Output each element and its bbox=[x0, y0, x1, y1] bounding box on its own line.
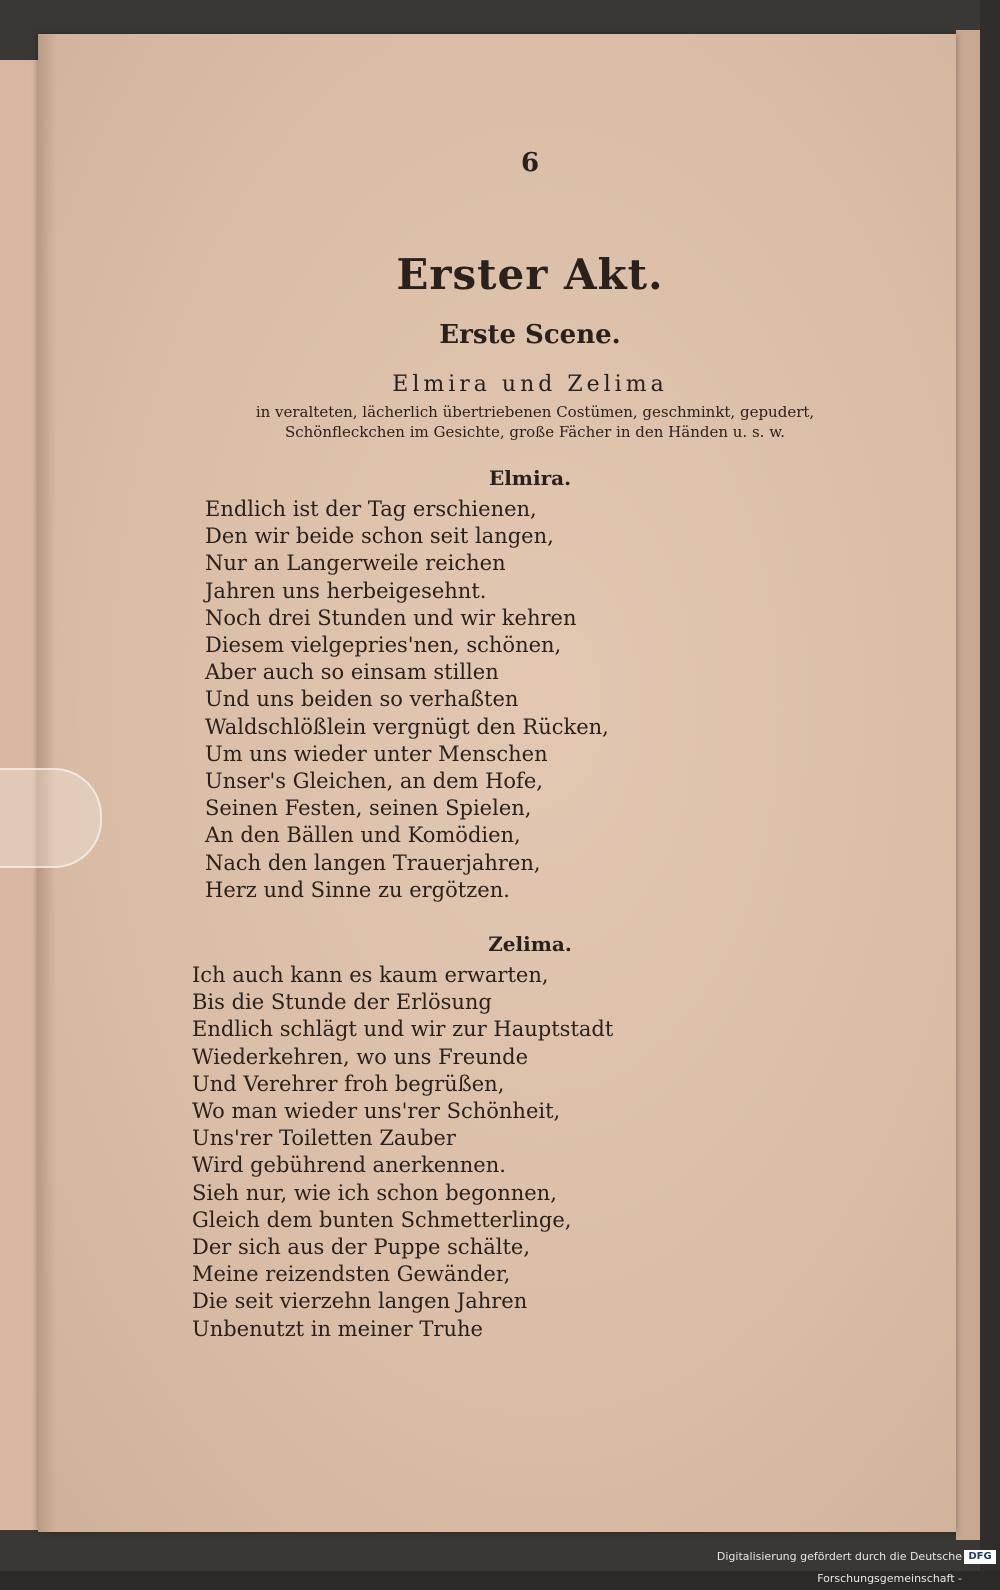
verse-line: Noch drei Stunden und wir kehren bbox=[205, 605, 577, 630]
verse-line: Endlich ist der Tag erschienen, bbox=[205, 497, 537, 521]
act-title: Erster Akt. bbox=[396, 250, 664, 299]
dfg-logo: DFG bbox=[964, 1550, 996, 1564]
page-number: 6 bbox=[520, 148, 540, 178]
verse-line: Nach den langen Trauerjahren, bbox=[205, 850, 541, 875]
verse-line: Wird gebührend anerkennen. bbox=[192, 1153, 506, 1178]
verse-line: Unbenutzt in meiner Truhe bbox=[192, 1316, 483, 1341]
verse-line: Gleich dem bunten Schmetterlinge, bbox=[192, 1207, 572, 1232]
stage-direction: in veralteten, lächerlich übertriebenen Costümen, geschminkt, gepudert, Schönfleckchen im Gesichte, große Fächer in den Händen u. s. w. bbox=[255, 403, 815, 441]
verse-line: Unser's Gleichen, an dem Hofe, bbox=[205, 769, 543, 794]
verse-line: Endlich schlägt und wir zur Hauptstadt bbox=[192, 1017, 614, 1042]
verse-line: Aber auch so einsam stillen bbox=[205, 660, 499, 685]
verse-line: Nur an Langerweile reichen bbox=[205, 551, 506, 576]
verse-line: Meine reizendsten Gewänder, bbox=[192, 1262, 511, 1287]
scene-title: Erste Scene. bbox=[439, 320, 621, 350]
speaker-name: Elmira. bbox=[488, 466, 572, 490]
verse-line: An den Bällen und Komödien, bbox=[205, 823, 521, 848]
verse-line: Sieh nur, wie ich schon begonnen, bbox=[192, 1180, 557, 1205]
speech-verse bbox=[192, 962, 613, 1343]
verse-line: Den wir beide schon seit langen, bbox=[205, 524, 554, 549]
verse-line: Bis die Stunde der Erlösung bbox=[192, 990, 492, 1015]
verse-line: Wiederkehren, wo uns Freunde bbox=[192, 1044, 529, 1069]
verse-line: Ich auch kann es kaum erwarten, bbox=[192, 963, 549, 987]
digitization-credit: Digitalisierung gefördert durch die Deutsche Forschungsgemeinschaft - bbox=[716, 1550, 962, 1585]
verse-line: Uns'rer Toiletten Zauber bbox=[192, 1126, 456, 1151]
verse-line: Jahren uns herbeigesehnt. bbox=[205, 578, 487, 603]
verse-line: Diesem vielgepries'nen, schönen, bbox=[205, 633, 562, 658]
characters-line: Elmira und Zelima bbox=[392, 372, 668, 397]
verse-line: Seinen Festen, seinen Spielen, bbox=[205, 796, 532, 821]
verse-line: Die seit vierzehn langen Jahren bbox=[192, 1289, 528, 1314]
speech-verse bbox=[205, 496, 609, 904]
verse-line: Und Verehrer froh begrüßen, bbox=[192, 1071, 505, 1096]
verse-line: Herz und Sinne zu ergötzen. bbox=[205, 877, 510, 902]
verse-line: Der sich aus der Puppe schälte, bbox=[192, 1235, 530, 1260]
verse-line: Um uns wieder unter Menschen bbox=[205, 741, 548, 766]
verse-line: Wo man wieder uns'rer Schönheit, bbox=[192, 1099, 561, 1124]
book-binding bbox=[980, 0, 1000, 1571]
speaker-name: Zelima. bbox=[488, 932, 572, 956]
verse-line: Und uns beiden so verhaßten bbox=[205, 687, 519, 712]
page-clip bbox=[0, 768, 102, 868]
verse-line: Waldschlößlein vergnügt den Rücken, bbox=[205, 714, 609, 739]
